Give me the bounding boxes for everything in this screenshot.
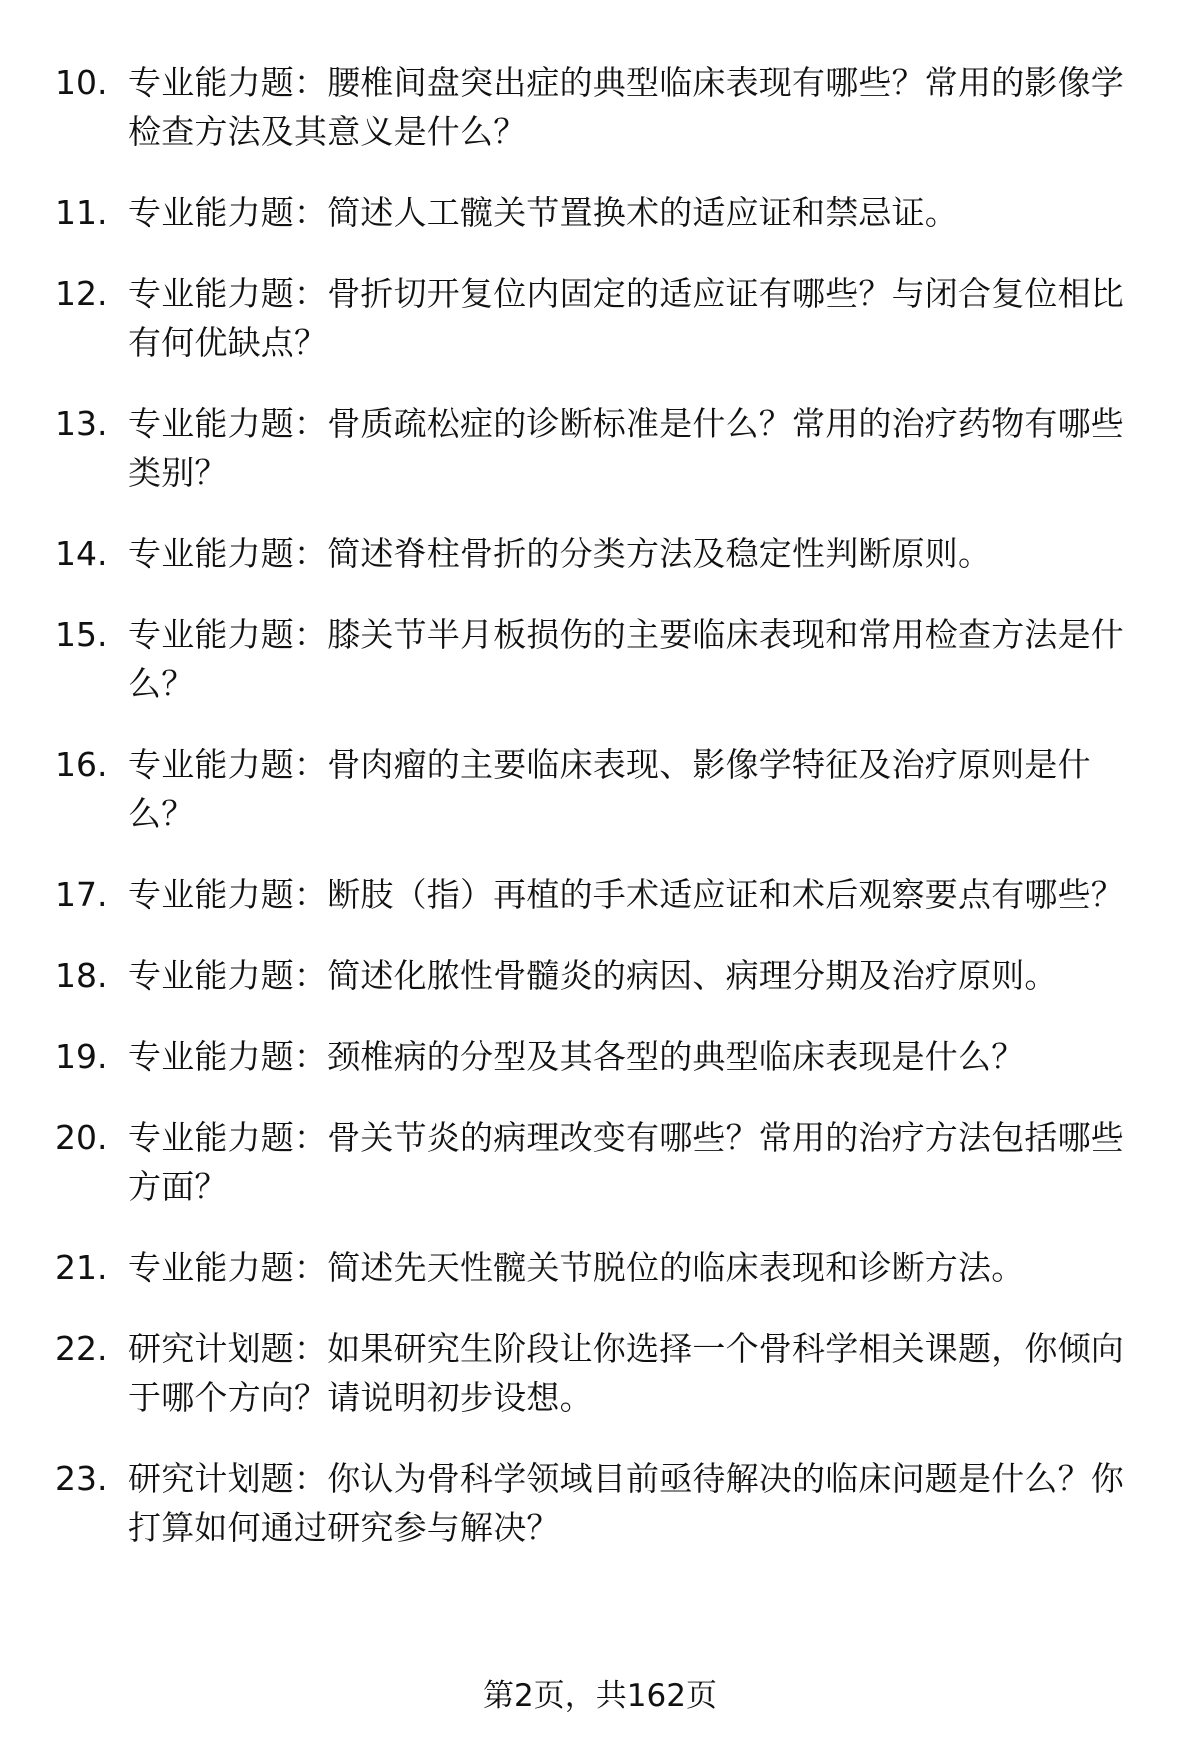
question-category: 专业能力题： <box>128 193 328 232</box>
question-item-23 <box>55 1454 1145 1552</box>
question-number: 22. <box>55 1329 108 1368</box>
question-item-17 <box>55 870 1145 919</box>
question-text: 如果研究生阶段让你选择一个骨科学相关课题，你倾向于哪个方向？请说明初步设想。 <box>128 1329 1125 1417</box>
question-number: 16. <box>55 745 108 784</box>
question-body <box>128 610 1145 708</box>
question-item-12 <box>55 269 1145 367</box>
question-text: 腰椎间盘突出症的典型临床表现有哪些？常用的影像学检查方法及其意义是什么？ <box>128 63 1125 151</box>
question-category: 专业能力题： <box>128 534 328 573</box>
question-item-19 <box>55 1032 1145 1081</box>
question-category: 专业能力题： <box>128 615 328 654</box>
question-list <box>55 58 1145 1584</box>
question-text: 骨关节炎的病理改变有哪些？常用的治疗方法包括哪些方面？ <box>128 1118 1125 1206</box>
question-category: 专业能力题： <box>128 1248 328 1287</box>
question-item-20 <box>55 1113 1145 1211</box>
question-item-16 <box>55 740 1145 838</box>
question-number: 11. <box>55 193 108 232</box>
question-number: 17. <box>55 875 108 914</box>
question-category: 专业能力题： <box>128 274 328 313</box>
question-number: 12. <box>55 274 108 313</box>
question-item-18 <box>55 951 1145 1000</box>
question-text: 简述化脓性骨髓炎的病因、病理分期及治疗原则。 <box>327 956 1058 995</box>
question-category: 专业能力题： <box>128 956 328 995</box>
question-body <box>128 269 1145 367</box>
question-body <box>128 1454 1145 1552</box>
question-item-22 <box>55 1324 1145 1422</box>
question-body <box>128 188 1145 237</box>
question-category: 专业能力题： <box>128 404 328 443</box>
question-text: 骨折切开复位内固定的适应证有哪些？与闭合复位相比有何优缺点？ <box>128 274 1125 362</box>
question-category: 研究计划题： <box>128 1329 328 1368</box>
question-text: 断肢（指）再植的手术适应证和术后观察要点有哪些？ <box>327 875 1125 914</box>
question-item-13 <box>55 399 1145 497</box>
question-body <box>128 870 1145 919</box>
question-text: 简述先天性髋关节脱位的临床表现和诊断方法。 <box>327 1248 1025 1287</box>
question-category: 专业能力题： <box>128 1037 328 1076</box>
question-body <box>128 58 1145 156</box>
question-number: 13. <box>55 404 108 443</box>
question-text: 骨肉瘤的主要临床表现、影像学特征及治疗原则是什么？ <box>128 745 1091 833</box>
question-body <box>128 1324 1145 1422</box>
question-category: 专业能力题： <box>128 1118 328 1157</box>
question-item-15 <box>55 610 1145 708</box>
question-body <box>128 399 1145 497</box>
question-text: 简述脊柱骨折的分类方法及稳定性判断原则。 <box>327 534 992 573</box>
question-number: 18. <box>55 956 108 995</box>
page-number-footer: 第2页，共162页 <box>483 1678 717 1714</box>
question-body <box>128 951 1145 1000</box>
question-body <box>128 740 1145 838</box>
question-category: 专业能力题： <box>128 875 328 914</box>
question-text: 骨质疏松症的诊断标准是什么？常用的治疗药物有哪些类别？ <box>128 404 1125 492</box>
question-number: 14. <box>55 534 108 573</box>
question-number: 20. <box>55 1118 108 1157</box>
question-item-10 <box>55 58 1145 156</box>
question-body <box>128 529 1145 578</box>
question-body <box>128 1032 1145 1081</box>
question-category: 研究计划题： <box>128 1459 328 1498</box>
question-text: 简述人工髋关节置换术的适应证和禁忌证。 <box>327 193 959 232</box>
question-item-21 <box>55 1243 1145 1292</box>
question-item-14 <box>55 529 1145 578</box>
question-body <box>128 1113 1145 1211</box>
question-body <box>128 1243 1145 1292</box>
question-text: 你认为骨科学领域目前亟待解决的临床问题是什么？你打算如何通过研究参与解决？ <box>128 1459 1125 1547</box>
question-text: 膝关节半月板损伤的主要临床表现和常用检查方法是什么？ <box>128 615 1125 703</box>
question-text: 颈椎病的分型及其各型的典型临床表现是什么？ <box>327 1037 1025 1076</box>
question-number: 10. <box>55 63 108 102</box>
question-item-11 <box>55 188 1145 237</box>
question-number: 21. <box>55 1248 108 1287</box>
question-category: 专业能力题： <box>128 63 328 102</box>
question-number: 23. <box>55 1459 108 1498</box>
question-category: 专业能力题： <box>128 745 328 784</box>
question-number: 15. <box>55 615 108 654</box>
question-number: 19. <box>55 1037 108 1076</box>
